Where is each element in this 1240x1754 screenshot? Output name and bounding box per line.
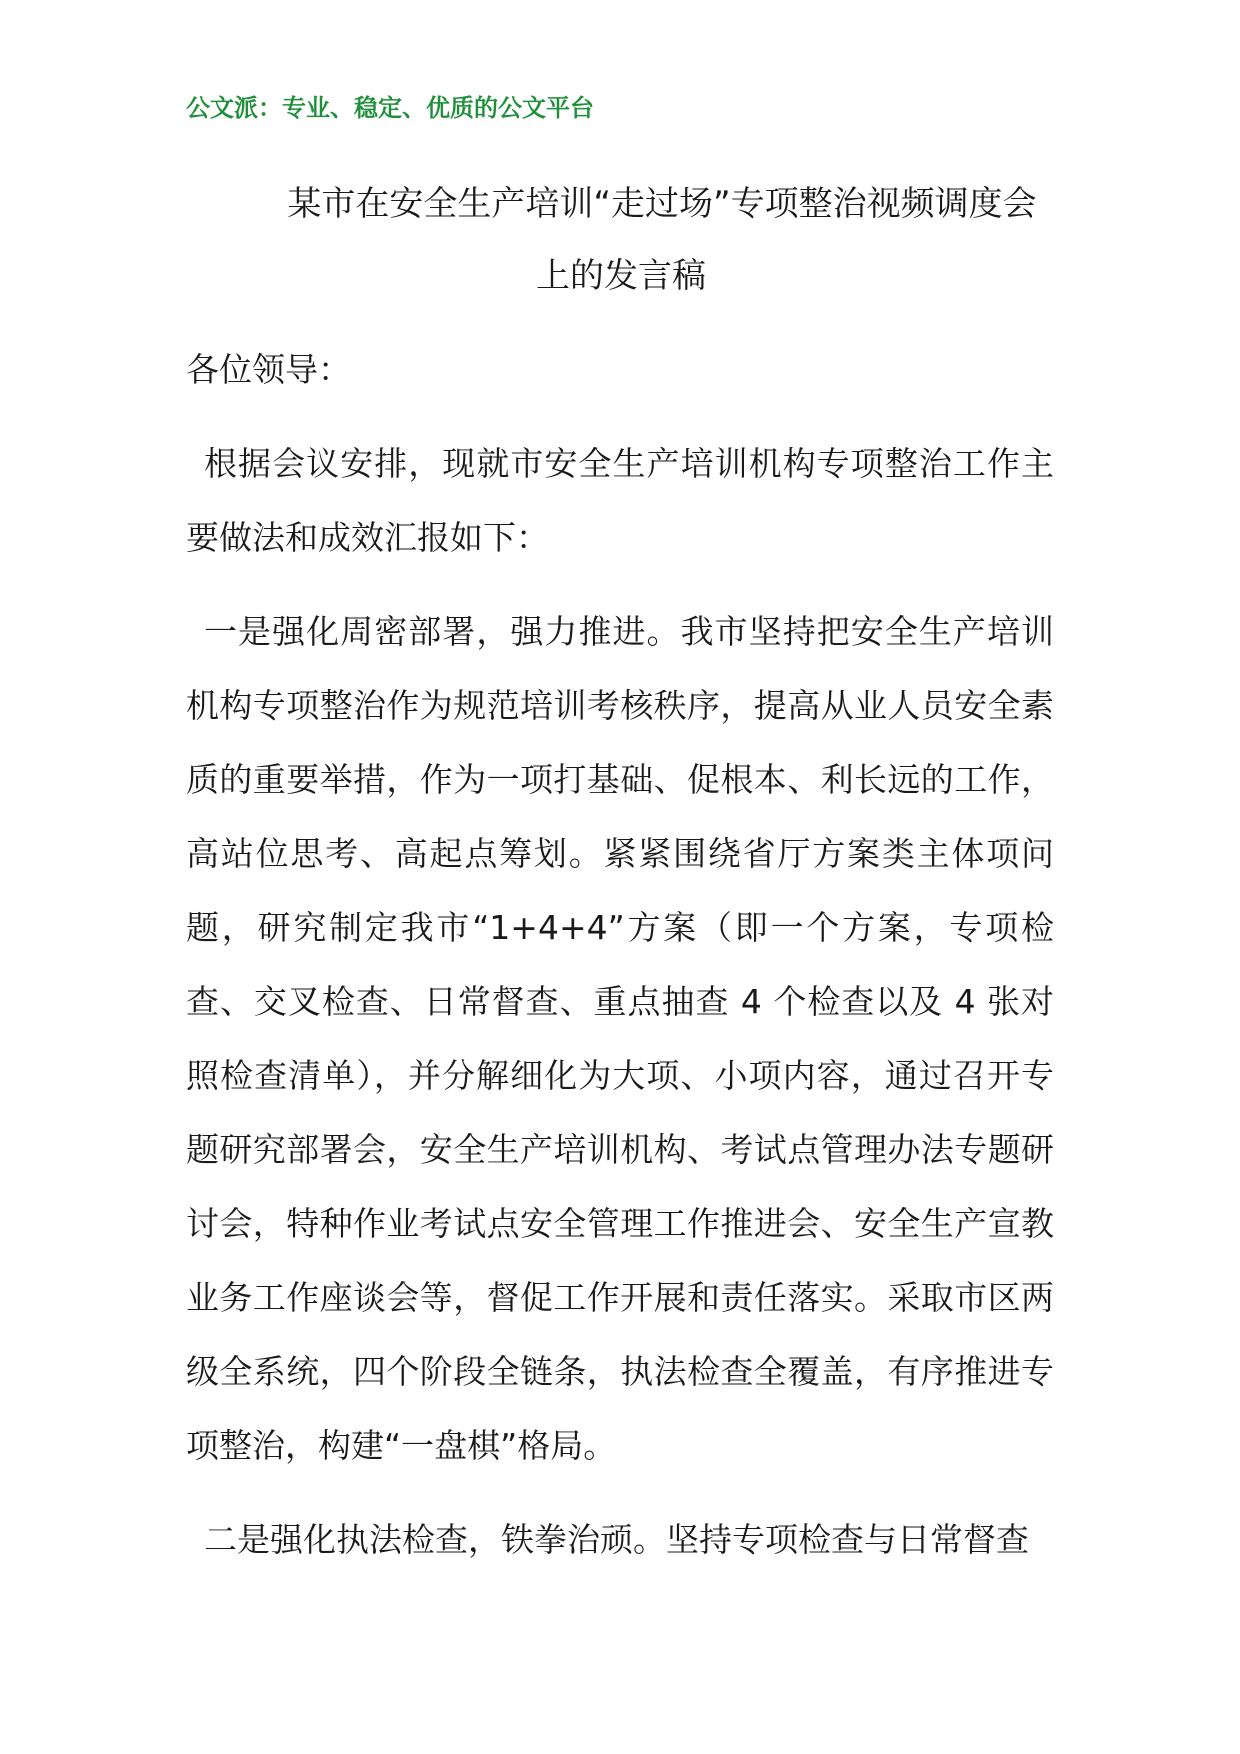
document-body: [186, 333, 1054, 1597]
paragraph-point-two: 二是强化执法检查，铁拳治顽。坚持专项检查与日常督查: [204, 1520, 1029, 1559]
title-line-2: 上的发言稿: [536, 256, 706, 296]
document-title: [186, 168, 1056, 312]
paragraph-point-one: 一是强化周密部署，强力推进。我市坚持把安全生产培训机构专项整治作为规范培训考核秩序，提高从业人员安全素质的重要举措，作为一项打基础、促根本、利长远的工作，高站位思考、高起点筹划。紧紧围绕省厅方案类主体项问题，研究制定我市“1+4+4”方案（即一个方案，专项检查、交叉检查、日常督查、重点抽查 4 个检查以及 4 张对照检查清单），并分解细化为大项、小项内容，通过召开专题研究部署会，安全生产培训机构、考试点管理办法专题研讨会，特种作业考试点安全管理工作推进会、安全生产宣教业务工作座谈会等，督促工作开展和责任落实。采取市区两级全系统，四个阶段全链条，执法检查全覆盖，有序推进专项整治，构建“一盘棋”格局。: [186, 612, 1054, 1465]
header-slogan: 公文派：专业、稳定、优质的公文平台: [186, 94, 594, 122]
salutation: 各位领导：: [186, 350, 351, 389]
title-line-1: 某市在安全生产培训“走过场”专项整治视频调度会: [287, 184, 1037, 224]
paragraph-intro: 根据会议安排，现就市安全生产培训机构专项整治工作主要做法和成效汇报如下：: [186, 444, 1054, 557]
